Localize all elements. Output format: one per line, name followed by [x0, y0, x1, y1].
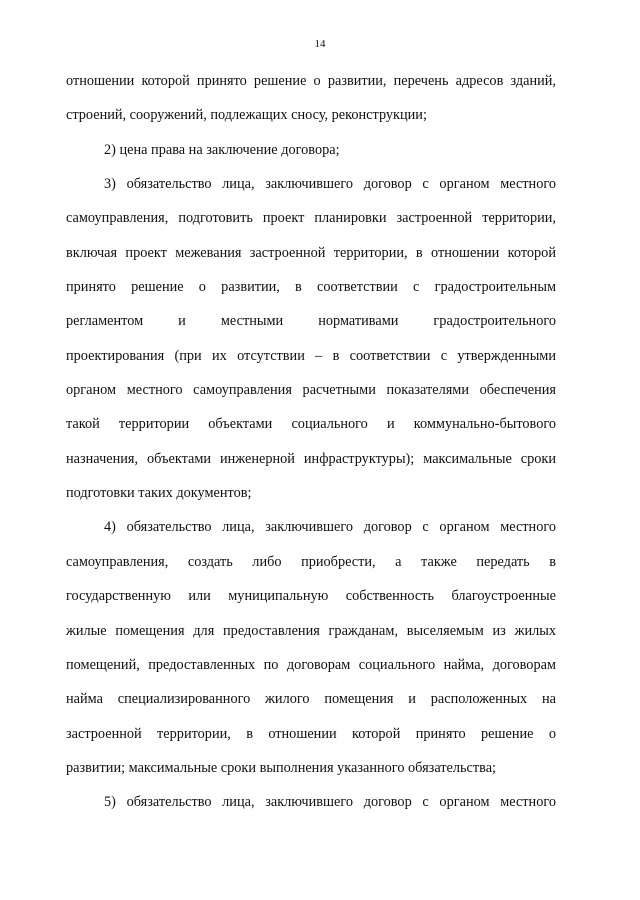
text-line: 5) обязательство лица, заключившего договор с органом местного — [104, 794, 556, 811]
text-line: 3) обязательство лица, заключившего договор с органом местного — [104, 176, 556, 193]
page-number: 14 — [314, 38, 326, 50]
text-line: подготовки таких документов; — [66, 485, 252, 502]
text-line: помещений, предоставленных по договорам социального найма, договорам — [66, 656, 556, 673]
text-line: 2) цена права на заключение договора; — [104, 141, 340, 158]
text-line: принято решение о развитии, в соответствии с градостроительным — [66, 279, 556, 296]
text-line: регламентом и местными нормативами градостроительного — [66, 313, 556, 330]
text-line: жилые помещения для предоставления гражданам, выселяемым из жилых — [66, 622, 556, 639]
text-line: отношении которой принято решение о развитии, перечень адресов зданий, — [66, 73, 556, 89]
text-line: развитии; максимальные сроки выполнения указанного обязательства; — [66, 759, 497, 776]
text-line: включая проект межевания застроенной территории, в отношении которой — [66, 244, 556, 261]
text-line: 4) обязательство лица, заключившего договор с органом местного — [104, 519, 556, 536]
text-line: самоуправления, подготовить проект планировки застроенной территории, — [66, 210, 556, 227]
text-line: государственную или муниципальную собственность благоустроенные — [66, 588, 556, 605]
text-line: органом местного самоуправления расчетными показателями обеспечения — [66, 382, 556, 399]
text-line: назначения, объектами инженерной инфраструктуры); максимальные сроки — [66, 450, 556, 467]
text-line: строений, сооружений, подлежащих сносу, реконструкции; — [66, 107, 427, 124]
text-line: застроенной территории, в отношении которой принято решение о — [66, 725, 556, 742]
text-line: найма специализированного жилого помещения и расположенных на — [66, 691, 556, 708]
text-line: проектирования (при их отсутствии – в соответствии с утвержденными — [66, 347, 556, 364]
text-line: самоуправления, создать либо приобрести, а также передать в — [66, 553, 556, 570]
document-body — [66, 64, 556, 820]
text-line: такой территории объектами социального и коммунально-бытового — [66, 416, 556, 433]
